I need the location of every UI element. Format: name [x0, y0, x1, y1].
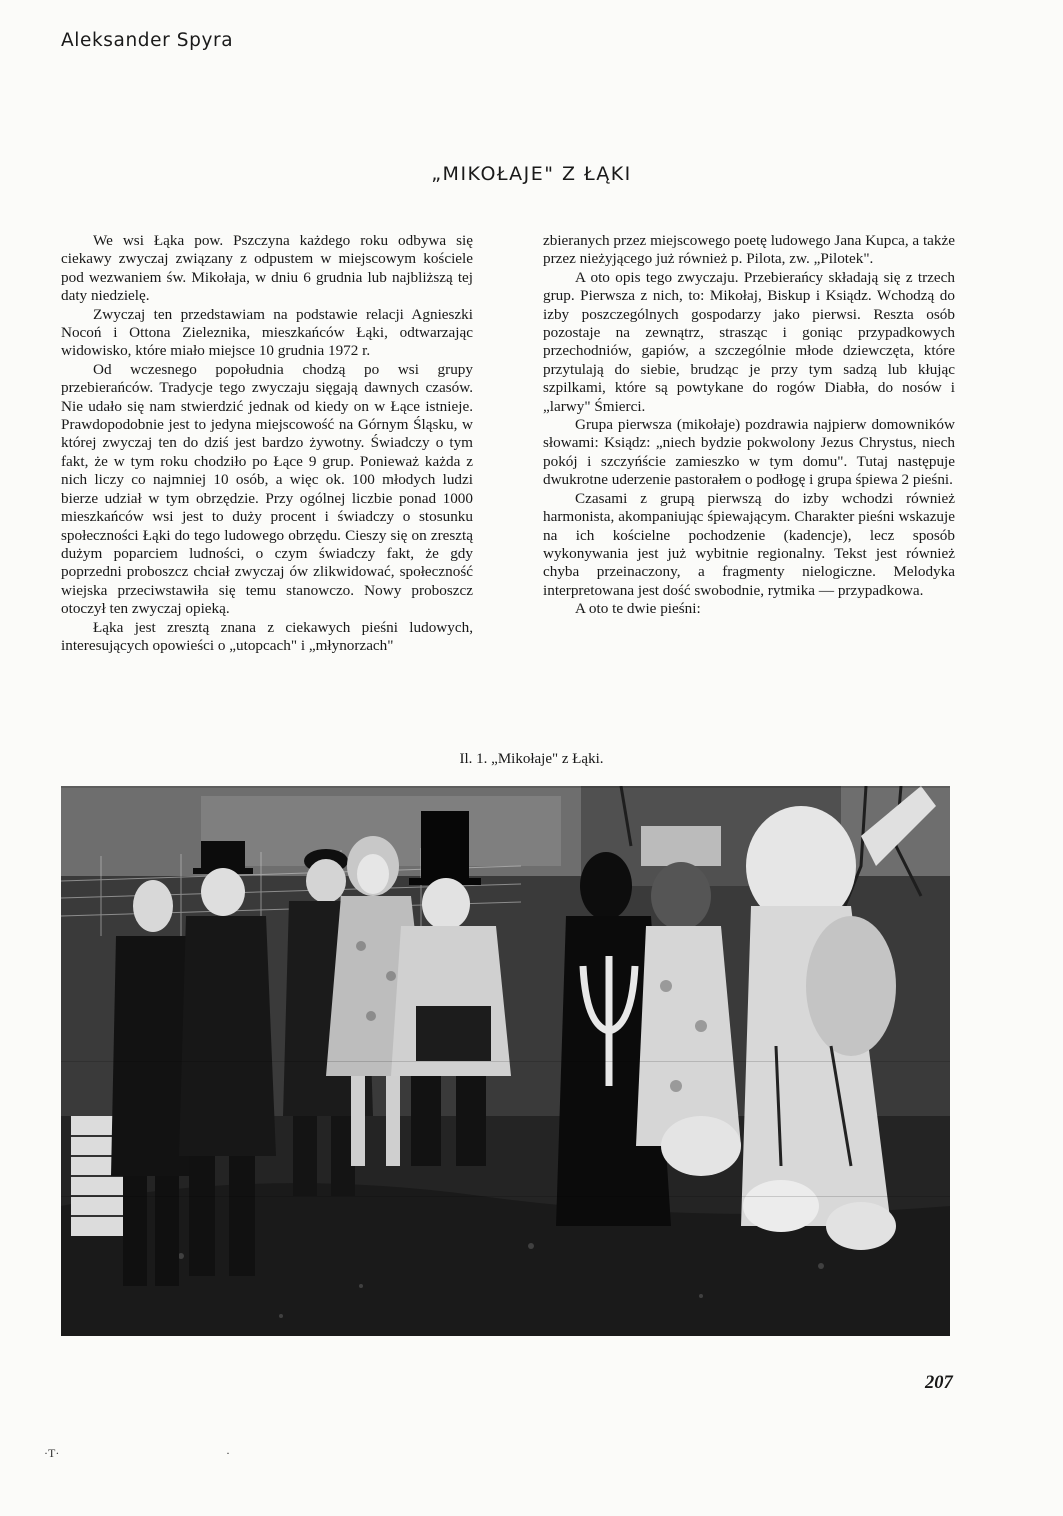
paragraph: A oto te dwie pieśni: [575, 600, 701, 618]
figure-caption: Il. 1. „Mikołaje" z Łąki. [459, 751, 604, 767]
paragraph: Od wczesnego popołudnia chodzą po wsi grupy przebierańców. Tradycje tego zwyczaju sięgają dawnych czasów. Nie udało się nam stwierdzić jednak od kiedy on w Łące istnieje. Prawdopodobnie jest to jedyna miejscowość na Górnym Śląsku, w której zwyczaj ten do dziś jest bardzo żywotny. Świadczy o tym fakt, że w tym roku chodziło po Łące 9 grup. Ponieważ każda z nich liczy co najmniej 10 osób, a więc ok. 100 młodych ludzi bierze udział w tym obrzędzie. Przy ogólnej liczbie ponad 1000 mieszkańców wsi jest to duży procent i świadczy o stosunku społeczności Łąki do tego ludowego obrzędu. Cieszy się on zresztą dużym poparciem ludności, o czym świadczy fakt, że gdy poprzedni proboszcz chciał zwyczaj ów zlikwidować, społeczność wiejska przeciwstawiła się temu stanowczo. Nowy proboszcz otoczył ten zwyczaj opieką. [61, 360, 473, 618]
group-photograph [61, 786, 950, 1336]
scan-mark: ·T· [44, 1446, 60, 1460]
scan-mark: · [226, 1446, 230, 1460]
right-column [543, 232, 955, 619]
paragraph: Zwyczaj ten przedstawiam na podstawie relacji Agnieszki Nocoń i Ottona Zieleznika, mieszkańców Łąki, odtwarzając widowisko, które miało miejsce 10 grudnia 1972 r. [61, 305, 473, 360]
paragraph: Grupa pierwsza (mikołaje) pozdrawia najpierw domowników słowami: Ksiądz: „niech bydzie pokwolony Jezus Chrystus, niech pokój i szczyńście zamieszko w tym domu". Tutaj następuje dwukrotne uderzenie pastorałem o podłogę i grupa śpiewa 2 pieśni. [543, 416, 955, 489]
article-title: „MIKOŁAJE" Z ŁĄKI [431, 163, 632, 185]
left-column [61, 232, 473, 655]
author-name: Aleksander Spyra [61, 30, 234, 51]
page-number: 207 [925, 1373, 953, 1393]
paragraph: We wsi Łąka pow. Pszczyna każdego roku odbywa się ciekawy zwyczaj związany z odpustem w miejscowym kościele pod wezwaniem św. Mikołaja, w dniu 6 grudnia lub najbliższą tej daty niedzielę. [61, 232, 473, 305]
paragraph-continued: zbieranych przez miejscowego poetę ludowego Jana Kupca, a także przez nieżyjącego już również p. Pilota, zw. „Pilotek". [543, 232, 955, 268]
paragraph: A oto opis tego zwyczaju. Przebierańcy składają się z trzech grup. Pierwsza z nich, to: Mikołaj, Biskup i Ksiądz. Wchodzą do izby poszczególnych gospodarzy jako pierwsi. Reszta osób pozostaje na zewnątrz, strasząc i goniąc przypadkowych przechodniów, gapiów, a szczególnie młode dziewczęta, które przytulają do siebie, brudząc je przy tym sadzą lub kłując szpilkami, które są powtykane do rogów Diabła, do nosów i „larwy" Śmierci. [543, 268, 955, 415]
paragraph: Łąka jest zresztą znana z ciekawych pieśni ludowych, interesujących opowieści o „utopcach" i „młynorzach" [61, 618, 473, 654]
paragraph: Czasami z grupą pierwszą do izby wchodzi również harmonista, akompaniując śpiewającym. Charakter pieśni wskazuje na ich kościelne pochodzenie (kadencje), lecz sposób wykonywania jest już wybitnie regionalny. Tekst jest również chyba przeinaczony, a fragmenty nielogiczne. Melodyka interpretowana jest dość swobodnie, rytmika — przypadkowa. [543, 489, 955, 599]
